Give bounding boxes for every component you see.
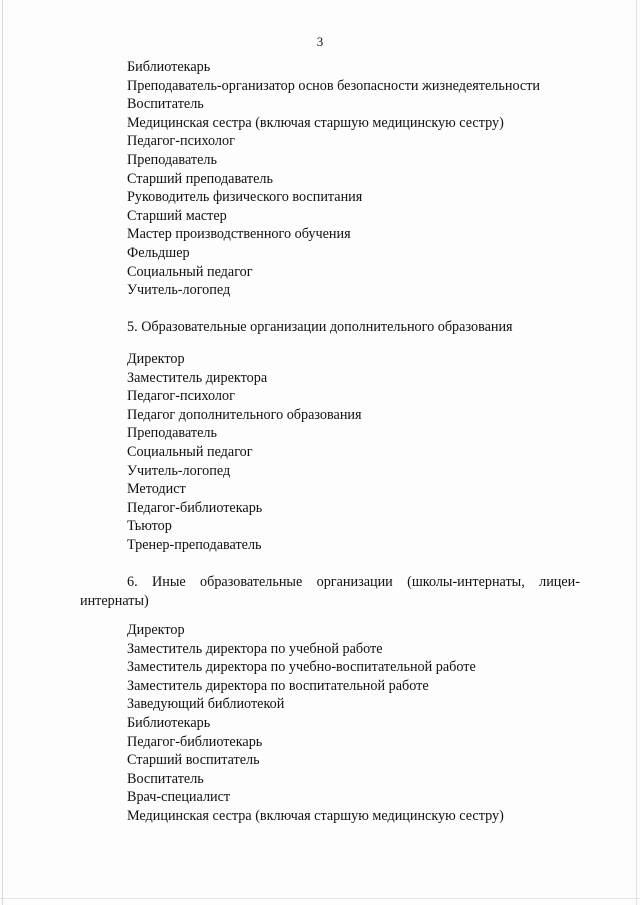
list-item: Социальный педагог bbox=[127, 443, 253, 460]
list-item: Педагог-библиотекарь bbox=[127, 733, 263, 750]
list-item: Тьютор bbox=[127, 518, 172, 535]
list-item: Врач-специалист bbox=[127, 789, 231, 806]
list-item: Педагог-библиотекарь bbox=[127, 499, 263, 516]
section-6-heading-line-2: интернаты) bbox=[80, 592, 149, 609]
list-item: Социальный педагог bbox=[127, 263, 253, 280]
section-6-list bbox=[127, 621, 597, 826]
list-item: Преподаватель bbox=[127, 151, 217, 168]
list-item: Старший преподаватель bbox=[127, 170, 273, 187]
scan-edge-bottom bbox=[0, 898, 640, 899]
section-6-heading bbox=[80, 573, 580, 610]
list-item: Воспитатель bbox=[127, 96, 204, 113]
list-item: Медицинская сестра (включая старшую медицинскую сестру) bbox=[127, 807, 504, 824]
list-item: Заместитель директора bbox=[127, 369, 268, 386]
list-item: Воспитатель bbox=[127, 770, 204, 787]
list-item: Педагог-психолог bbox=[127, 388, 235, 405]
position-list-top bbox=[127, 58, 597, 300]
list-item: Педагог-психолог bbox=[127, 133, 235, 150]
section-6-heading-line-1: 6. Иные образовательные организации (школы-интернаты, лицеи- bbox=[127, 574, 580, 590]
list-item: Медицинская сестра (включая старшую медицинскую сестру) bbox=[127, 114, 504, 131]
list-item: Старший воспитатель bbox=[127, 752, 260, 769]
list-item: Руководитель физического воспитания bbox=[127, 189, 363, 206]
section-5-heading: 5. Образовательные организации дополнительного образования bbox=[127, 319, 513, 335]
section-5-heading-block bbox=[127, 318, 597, 337]
scan-edge-left bbox=[2, 0, 3, 905]
list-item: Заместитель директора по воспитательной работе bbox=[127, 677, 429, 694]
list-item: Директор bbox=[127, 622, 185, 638]
list-item: Учитель-логопед bbox=[127, 462, 231, 479]
list-item: Библиотекарь bbox=[127, 59, 211, 75]
list-item: Мастер производственного обучения bbox=[127, 226, 351, 243]
list-item: Директор bbox=[127, 351, 185, 367]
list-item: Заместитель директора по учебной работе bbox=[127, 640, 383, 657]
list-item: Старший мастер bbox=[127, 207, 227, 224]
list-item: Методист bbox=[127, 481, 186, 498]
list-item: Фельдшер bbox=[127, 244, 190, 261]
list-item: Преподаватель-организатор основ безопасности жизнедеятельности bbox=[127, 77, 540, 94]
list-item: Тренер-преподаватель bbox=[127, 536, 262, 553]
list-item: Учитель-логопед bbox=[127, 282, 231, 299]
scan-edge-right bbox=[636, 0, 637, 905]
list-item: Библиотекарь bbox=[127, 714, 211, 731]
list-item: Преподаватель bbox=[127, 425, 217, 442]
list-item: Заведующий библиотекой bbox=[127, 696, 285, 713]
list-item: Заместитель директора по учебно-воспитательной работе bbox=[127, 659, 476, 676]
section-5-list bbox=[127, 350, 597, 555]
page-number: 3 bbox=[316, 34, 324, 49]
list-item: Педагог дополнительного образования bbox=[127, 406, 362, 423]
